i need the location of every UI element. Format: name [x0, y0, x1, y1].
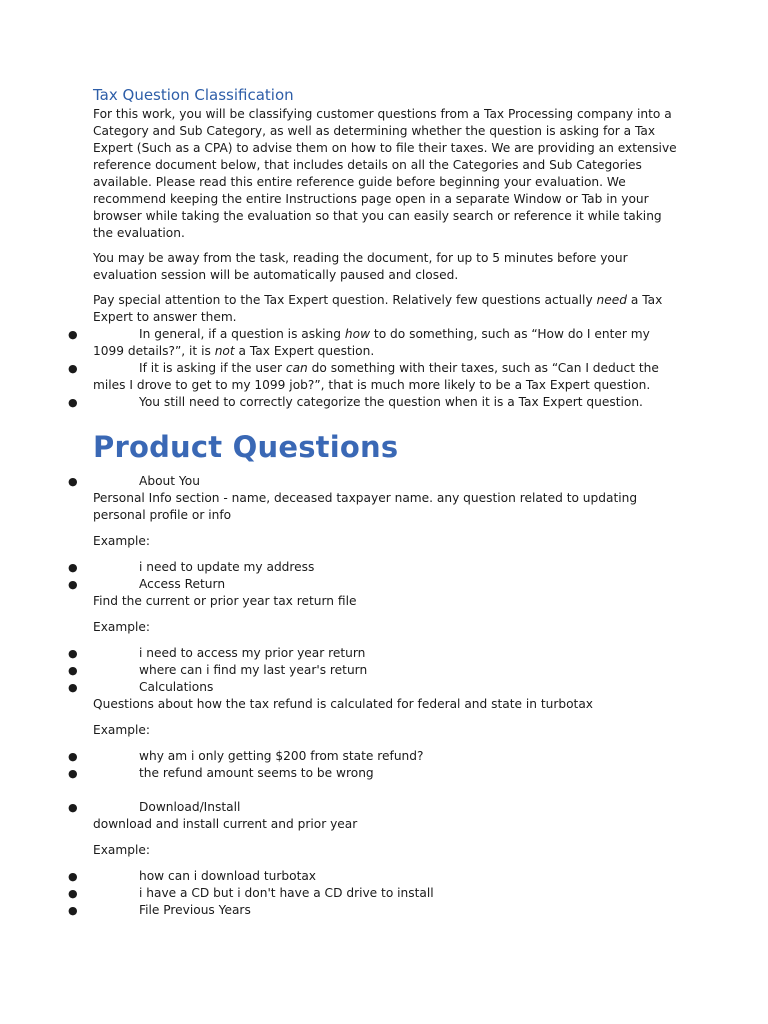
- bullet-icon: ●: [68, 664, 78, 677]
- list-item: ● In general, if a question is asking how to do something, such as “How do I enter my 1099 details?”, it is not a Tax Expert question.: [68, 327, 650, 358]
- example-item: ● where can i find my last year's return: [68, 663, 368, 677]
- bullet-icon: ●: [68, 578, 78, 591]
- list-item: ● You still need to correctly categorize the question when it is a Tax Expert question.: [68, 395, 643, 409]
- section-title: Product Questions: [93, 430, 399, 464]
- bullet-icon: ●: [68, 904, 78, 917]
- bullet-icon: ●: [68, 362, 78, 375]
- example-label: Example:: [93, 723, 150, 737]
- intro-paragraph: For this work, you will be classifying customer questions from a Tax Processing company into a Category and Sub Category, as well as determining whether the question is asking for a Tax Expert (Such as a CPA) to advise them on how to file their taxes. We are providing an extensive reference document below, that includes details on all the Categories and Sub Categories available. Please read this entire reference guide before beginning your evaluation. We recommend keeping the entire Instructions page open in a separate Window or Tab in your browser while taking the evaluation so that you can easily search or reference it while taking the evaluation.: [93, 107, 677, 240]
- bullet-icon: ●: [68, 396, 78, 409]
- bullet-icon: ●: [68, 887, 78, 900]
- bullet-icon: ●: [68, 767, 78, 780]
- example-item: ● why am i only getting $200 from state refund?: [68, 749, 424, 763]
- example-item: ● i have a CD but i don't have a CD drive to install: [68, 886, 434, 900]
- category-description: Questions about how the tax refund is calculated for federal and state in turbotax: [93, 697, 594, 711]
- category-description: Personal Info section - name, deceased taxpayer name. any question related to updating personal profile or info: [93, 491, 638, 522]
- bullet-icon: ●: [68, 475, 78, 488]
- category-item-download-install: ● Download/Install: [68, 800, 241, 814]
- bullet-icon: ●: [68, 561, 78, 574]
- example-label: Example:: [93, 534, 150, 548]
- bullet-icon: ●: [68, 870, 78, 883]
- category-item-file-previous-years: ● File Previous Years: [68, 903, 251, 917]
- category-item-about-you: ● About You: [68, 474, 200, 488]
- bullet-icon: ●: [68, 801, 78, 814]
- category-item-access-return: ● Access Return: [68, 577, 226, 591]
- example-label: Example:: [93, 620, 150, 634]
- example-item: ● i need to access my prior year return: [68, 646, 366, 660]
- category-item-calculations: ● Calculations: [68, 680, 214, 694]
- category-description: Find the current or prior year tax return file: [93, 594, 357, 608]
- example-item: ● the refund amount seems to be wrong: [68, 766, 374, 780]
- category-description: download and install current and prior year: [93, 817, 358, 831]
- bullet-icon: ●: [68, 750, 78, 763]
- page-title: Tax Question Classification: [93, 86, 294, 104]
- bullet-icon: ●: [68, 647, 78, 660]
- document-content: [68, 86, 683, 919]
- example-item: ● how can i download turbotax: [68, 869, 317, 883]
- away-paragraph: You may be away from the task, reading the document, for up to 5 minutes before your evaluation session will be automatically paused and closed.: [93, 251, 628, 282]
- example-label: Example:: [93, 843, 150, 857]
- bullet-icon: ●: [68, 328, 78, 341]
- spacer: [93, 782, 683, 799]
- tax-expert-paragraph: Pay special attention to the Tax Expert question. Relatively few questions actually need a Tax Expert to answer them.: [93, 293, 663, 324]
- bullet-icon: ●: [68, 681, 78, 694]
- example-item: ● i need to update my address: [68, 560, 315, 574]
- list-item: ● If it is asking if the user can do something with their taxes, such as “Can I deduct the miles I drove to get to my 1099 job?”, that is much more likely to be a Tax Expert question.: [68, 361, 659, 392]
